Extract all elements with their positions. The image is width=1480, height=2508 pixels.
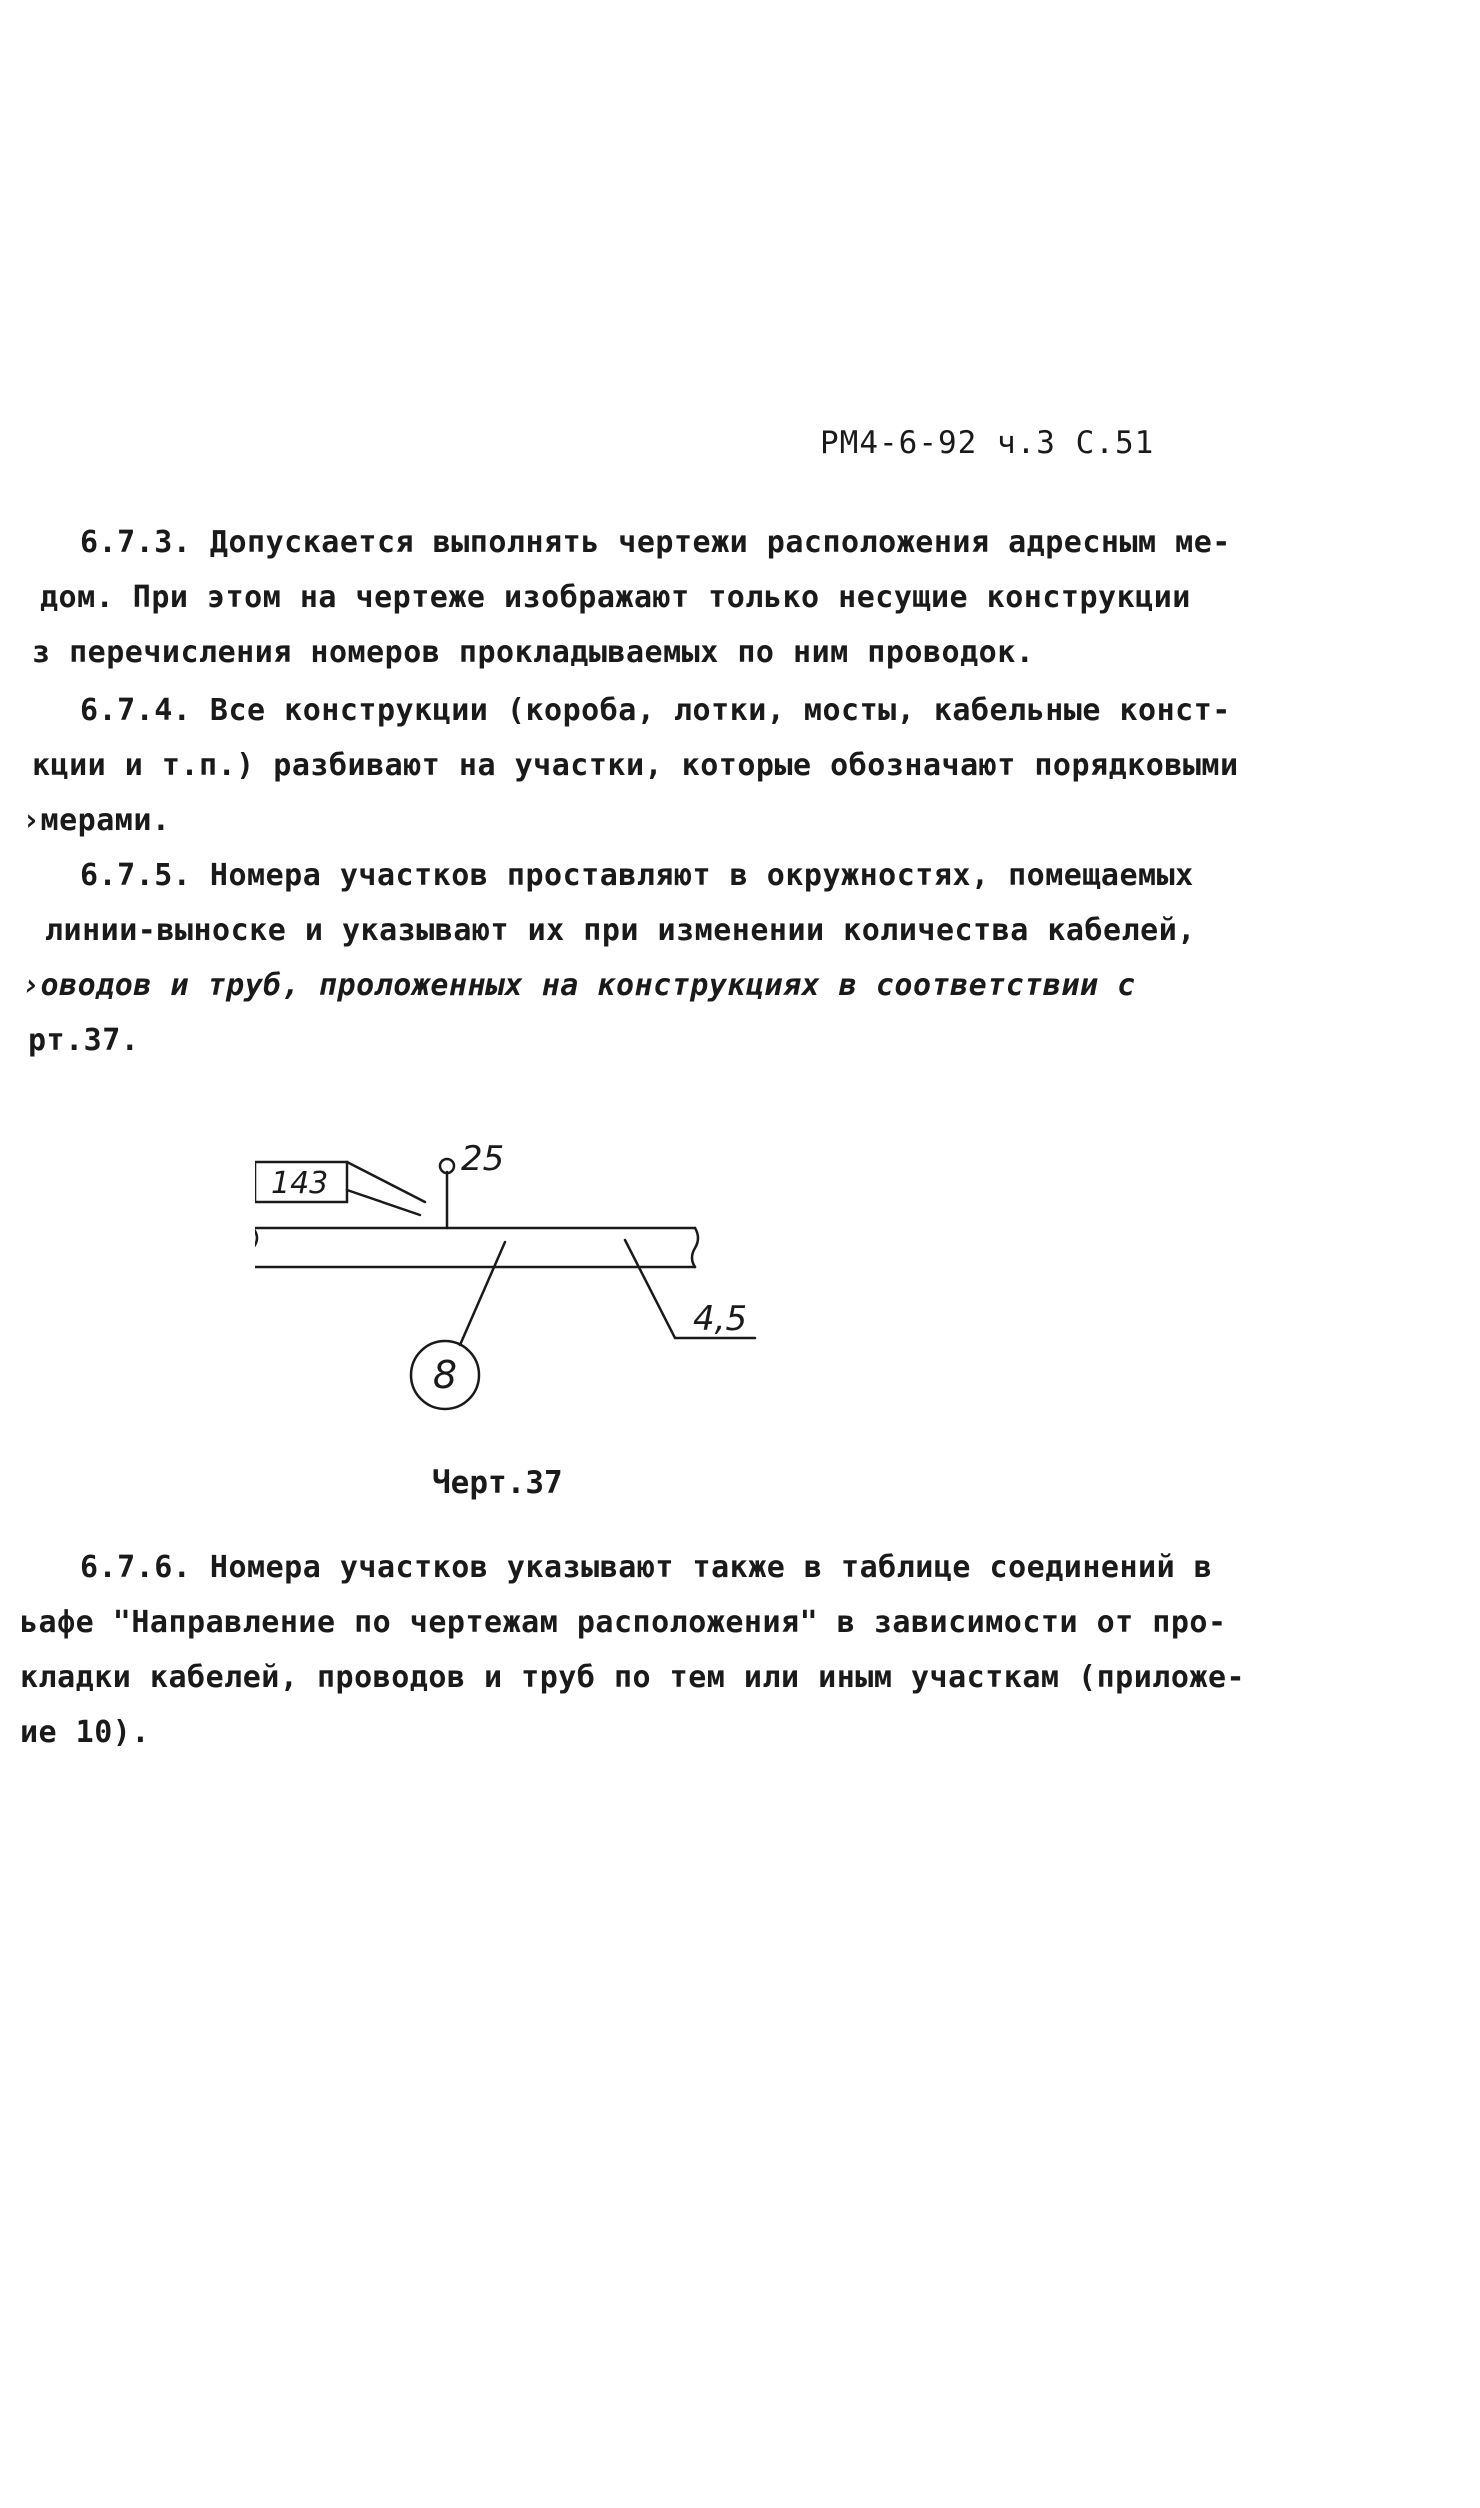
top-label-text: 25 <box>461 1140 505 1179</box>
paragraph-6-7-5-line-2: линии-выноске и указывают их при изменении количества кабелей, <box>45 913 1196 948</box>
right-label-text: 4,5 <box>693 1299 748 1339</box>
paragraph-6-7-3-line-3: з перечисления номеров прокладываемых по ним проводок. <box>32 635 1035 670</box>
paragraph-6-7-6-line-4: ие 10). <box>20 1715 150 1750</box>
paragraph-6-7-4-line-1: 6.7.4. Все конструкции (короба, лотки, мосты, кабельные конст- <box>80 693 1231 728</box>
paragraph-6-7-6-line-1: 6.7.6. Номера участков указывают также в таблице соединений в <box>80 1550 1213 1585</box>
paragraph-6-7-5-line-4: рт.37. <box>28 1023 140 1058</box>
paragraph-6-7-5-line-1: 6.7.5. Номера участков проставляют в окружностях, помещаемых <box>80 858 1194 893</box>
paragraph-6-7-4-line-2: кции и т.п.) разбивают на участки, которые обозначают порядковыми <box>32 748 1239 783</box>
paragraph-6-7-3-line-2: дом. При этом на чертеже изображают только несущие конструкции <box>40 580 1191 615</box>
leader-line <box>347 1162 425 1202</box>
figure-caption: Черт.37 <box>432 1465 563 1501</box>
paragraph-6-7-6-line-3: кладки кабелей, проводов и труб по тем или иным участкам (приложе- <box>20 1660 1246 1695</box>
paragraph-6-7-4-line-3: ›мерами. <box>22 803 171 838</box>
paragraph-6-7-5-line-3: ›оводов и труб, проложенных на конструкциях в соответствии с <box>22 968 1136 1003</box>
tray-break-left <box>255 1228 257 1267</box>
figure-37-drawing <box>255 1140 775 1420</box>
box-label-text: 143 <box>271 1166 329 1201</box>
tray-break-right <box>692 1228 698 1267</box>
paragraph-6-7-6-line-2: ьафе "Направление по чертежам расположения" в зависимости от про- <box>20 1605 1227 1640</box>
paragraph-6-7-3-line-1: 6.7.3. Допускается выполнять чертежи расположения адресным ме- <box>80 525 1231 560</box>
page-header: РМ4-6-92 ч.3 С.51 <box>820 425 1155 461</box>
circle-label-text: 8 <box>432 1353 458 1397</box>
circle-leader-line <box>460 1242 505 1345</box>
